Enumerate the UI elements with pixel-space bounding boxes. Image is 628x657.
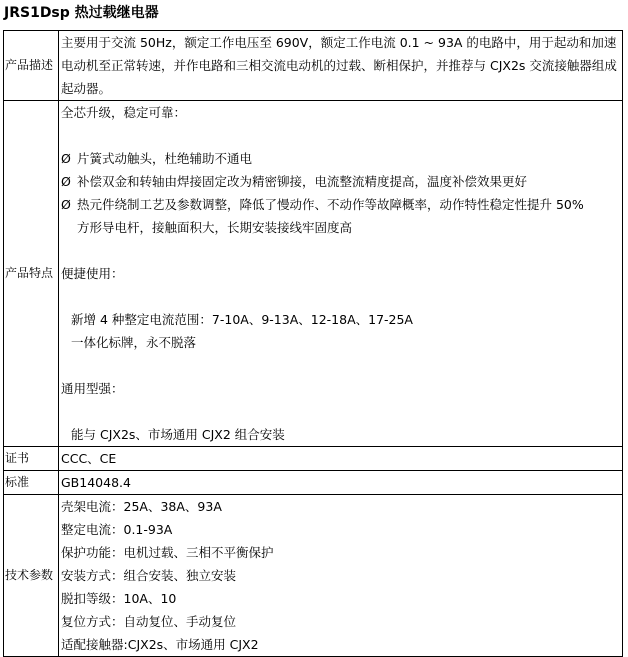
feature-bullet-text: 片簧式动触头，杜绝辅助不通电 [77, 151, 253, 166]
tech-param: 脱扣等级：10A、10 [61, 591, 177, 606]
page-title: JRS1Dsp 热过载继电器 [4, 5, 159, 21]
general-heading: 通用型强： [61, 381, 124, 396]
table-row-standard [4, 471, 623, 495]
table-row-description [4, 31, 623, 101]
cert-value: CCC、CE [59, 447, 623, 471]
tech-cell [59, 495, 623, 657]
standard-value: GB14048.4 [59, 471, 623, 495]
tech-param: 壳架电流：25A、38A、93A [61, 499, 222, 514]
spec-table [3, 30, 623, 657]
tech-param: 整定电流：0.1-93A [61, 522, 173, 537]
spacer [61, 124, 620, 147]
table-row-cert [4, 447, 623, 471]
row-label-tech: 技术参数 [4, 495, 59, 657]
tech-param: 保护功能：电机过载、三相不平衡保护 [61, 545, 274, 560]
feature-bullet-2 [61, 170, 620, 193]
spacer [61, 239, 620, 262]
bullet-icon: Ø [61, 151, 71, 166]
feature-bullet-3 [61, 193, 620, 216]
table-row-features [4, 101, 623, 447]
feature-bullet-text: 补偿双金和转轴由焊接固定改为精密铆接，电流整流精度提高，温度补偿效果更好 [77, 174, 528, 189]
description-cell [59, 31, 623, 101]
spacer [61, 400, 620, 423]
description-text: 主要用于交流 50Hz，额定工作电压至 690V，额定工作电流 0.1 ~ 93A 的电路中，用于起动和加速电动机至正常转速，并作电路和三相交流电动机的过载、断相保护，并推荐与 CJX2s 交流接触器组成起动器。 [61, 35, 617, 96]
feature-bullet-text: 热元件绕制工艺及参数调整，降低了慢动作、不动作等故障概率，动作特性稳定性提升 50% [77, 197, 584, 212]
convenient-heading: 便捷使用： [61, 266, 124, 281]
upgrade-heading: 全芯升级，稳定可靠： [61, 105, 187, 120]
tech-param: 适配接触器:CJX2s、市场通用 CJX2 [61, 637, 259, 652]
convenient-item-1: 新增 4 种整定电流范围：7-10A、9-13A、12-18A、17-25A [71, 312, 413, 327]
table-row-tech [4, 495, 623, 657]
convenient-item-2: 一体化标牌，永不脱落 [71, 335, 197, 350]
general-item: 能与 CJX2s、市场通用 CJX2 组合安装 [71, 427, 285, 442]
row-label-cert: 证书 [4, 447, 59, 471]
features-cell [59, 101, 623, 447]
spacer [61, 354, 620, 377]
feature-bullet-3-continued: 方形导电杆，接触面积大，长期安装接线牢固度高 [77, 220, 353, 235]
bullet-icon: Ø [61, 197, 71, 212]
row-label-features: 产品特点 [4, 101, 59, 447]
feature-bullet-1 [61, 147, 620, 170]
tech-param: 复位方式：自动复位、手动复位 [61, 614, 237, 629]
tech-param: 安装方式：组合安装、独立安装 [61, 568, 237, 583]
spacer [61, 285, 620, 308]
row-label-description: 产品描述 [4, 31, 59, 101]
bullet-icon: Ø [61, 174, 71, 189]
row-label-standard: 标准 [4, 471, 59, 495]
